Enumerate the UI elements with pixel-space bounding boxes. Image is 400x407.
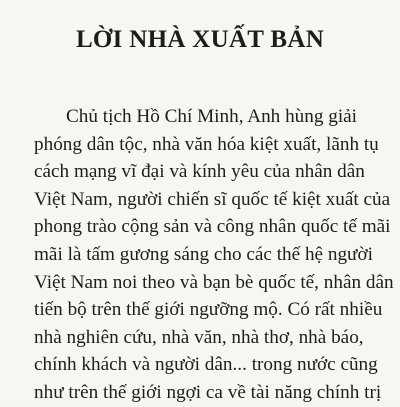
paragraph-line: tiến bộ trên thế giới ngưỡng mộ. Có rất nhiều — [34, 299, 383, 321]
body-paragraph — [34, 103, 394, 407]
paragraph-line: nhà nghiên cứu, nhà văn, nhà thơ, nhà báo, — [34, 326, 364, 348]
paragraph-line: phong trào cộng sản và công nhân quốc tế mãi — [34, 216, 391, 238]
paragraph-line: Chủ tịch Hồ Chí Minh, Anh hùng giải — [66, 106, 358, 127]
paragraph-line: Việt Nam, người chiến sĩ quốc tế kiệt xuất của — [34, 188, 391, 210]
paragraph-line: phóng dân tộc, nhà văn hóa kiệt xuất, lãnh tụ — [34, 133, 379, 155]
paragraph-line: Việt Nam noi theo và bạn bè quốc tế, nhân dân — [34, 271, 394, 293]
paragraph-line: cách mạng vĩ đại và kính yêu của nhân dân — [34, 161, 365, 183]
paragraph-line: mãi là tấm gương sáng cho các thế hệ người — [34, 243, 373, 265]
paragraph-line: như trên thế giới ngợi ca về tài năng chính trị — [34, 381, 382, 403]
paragraph-line: chính khách và người dân... trong nước cũng — [34, 354, 378, 376]
page-title: LỜI NHÀ XUẤT BẢN — [75, 26, 325, 53]
